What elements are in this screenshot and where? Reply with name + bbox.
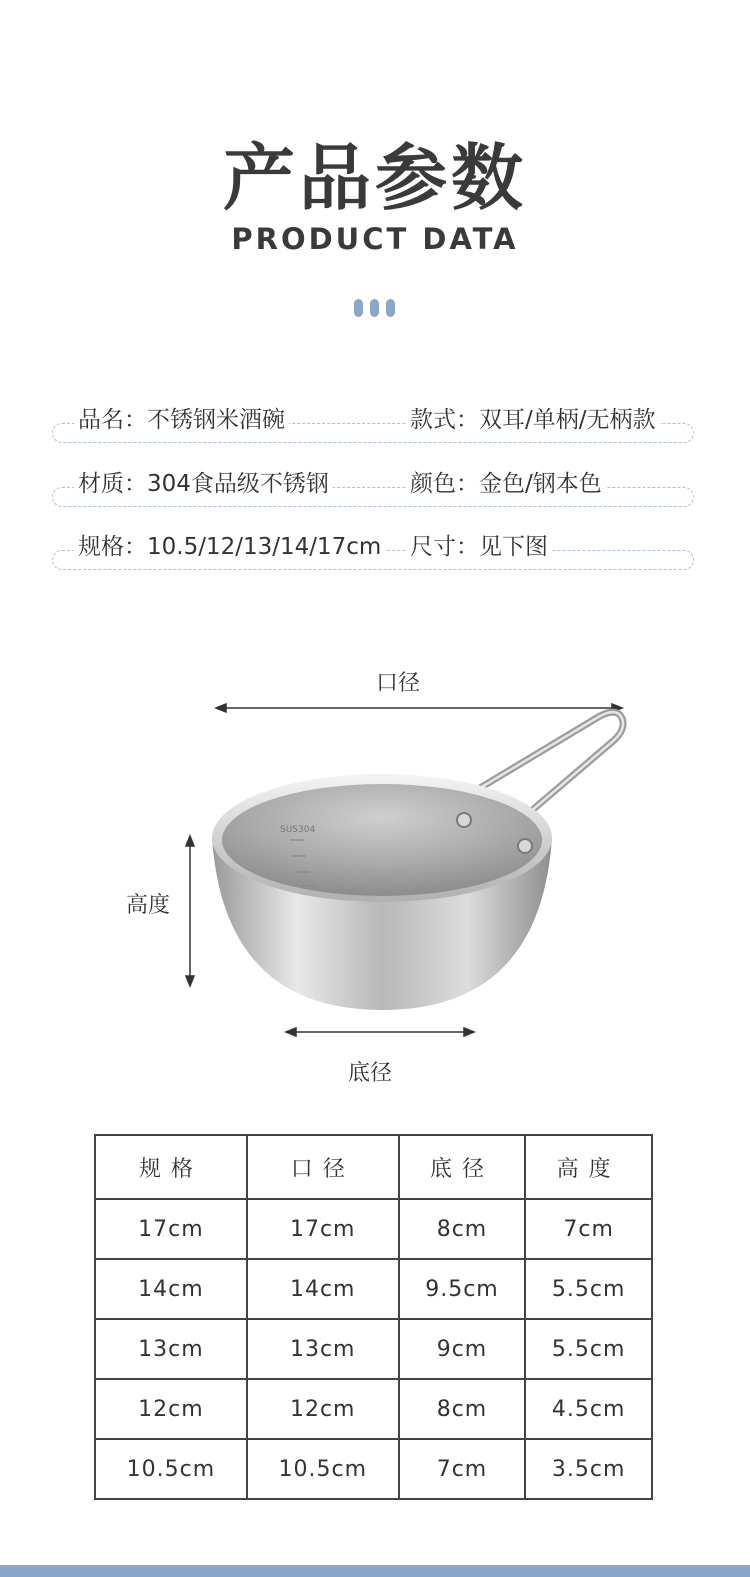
table-row (95, 1439, 652, 1499)
height-arrow (186, 836, 194, 986)
table-row (95, 1379, 652, 1439)
table-cell: 17cm (95, 1199, 247, 1259)
table-cell: 3.5cm (525, 1439, 652, 1499)
spec-spec-label: 规格： (78, 534, 147, 560)
table-cell: 12cm (247, 1379, 399, 1439)
table-cell: 8cm (399, 1379, 526, 1439)
table-header-row (95, 1135, 652, 1199)
table-cell: 17cm (247, 1199, 399, 1259)
spec-style-value: 双耳/单柄/无柄款 (479, 407, 656, 433)
spec-name-label: 品名： (78, 407, 147, 433)
table-cell: 10.5cm (95, 1439, 247, 1499)
header-cell: 口径 (247, 1135, 399, 1199)
table-cell: 5.5cm (525, 1319, 652, 1379)
table-row (95, 1259, 652, 1319)
spec-spec (74, 532, 385, 562)
bottom-accent-bar (0, 1565, 750, 1577)
spec-color-value: 金色/钢本色 (479, 471, 602, 497)
base-arrow (286, 1028, 474, 1036)
table-cell: 7cm (525, 1199, 652, 1259)
spec-color-label: 颜色： (410, 471, 479, 497)
mouth-diameter-label: 口径 (376, 671, 421, 696)
table-cell: 9cm (399, 1319, 526, 1379)
spec-size-value: 见下图 (479, 534, 548, 560)
bowl-engraving: SUS304 (280, 825, 316, 835)
table-cell: 5.5cm (525, 1259, 652, 1319)
table-cell: 9.5cm (399, 1259, 526, 1319)
table-row (95, 1319, 652, 1379)
table-cell: 12cm (95, 1379, 247, 1439)
table-cell: 10.5cm (247, 1439, 399, 1499)
page-title-en: PRODUCT DATA (231, 222, 519, 256)
spec-style (406, 405, 660, 435)
table-cell: 4.5cm (525, 1379, 652, 1439)
base-diameter-label: 底径 (348, 1061, 393, 1086)
table-cell: 8cm (399, 1199, 526, 1259)
bowl-interior (222, 784, 542, 896)
bowl-illustration (120, 660, 640, 1100)
size-table (94, 1134, 653, 1500)
spec-material-label: 材质： (78, 471, 147, 497)
mouth-arrow (216, 704, 622, 712)
spec-size-label: 尺寸： (410, 534, 479, 560)
rivet (518, 839, 532, 853)
spec-style-label: 款式： (410, 407, 479, 433)
bowl-diagram (120, 660, 640, 1100)
table-row (95, 1199, 652, 1259)
spec-color (406, 469, 606, 499)
table-cell: 14cm (247, 1259, 399, 1319)
spec-material-value: 304食品级不锈钢 (147, 471, 329, 497)
table-cell: 7cm (399, 1439, 526, 1499)
table-cell: 13cm (95, 1319, 247, 1379)
height-label: 高度 (126, 893, 171, 918)
page-title-cn: 产品参数 (222, 136, 527, 220)
spec-material (74, 469, 333, 499)
spec-name-value: 不锈钢米酒碗 (147, 407, 285, 433)
header-cell: 底径 (399, 1135, 526, 1199)
spec-spec-value: 10.5/12/13/14/17cm (147, 534, 382, 560)
rivet (457, 813, 471, 827)
table-cell: 14cm (95, 1259, 247, 1319)
header-cell: 高度 (525, 1135, 652, 1199)
header-cell: 规格 (95, 1135, 247, 1199)
spec-size (406, 532, 552, 562)
decorative-dots (354, 299, 396, 317)
spec-name (74, 405, 289, 435)
table-cell: 13cm (247, 1319, 399, 1379)
